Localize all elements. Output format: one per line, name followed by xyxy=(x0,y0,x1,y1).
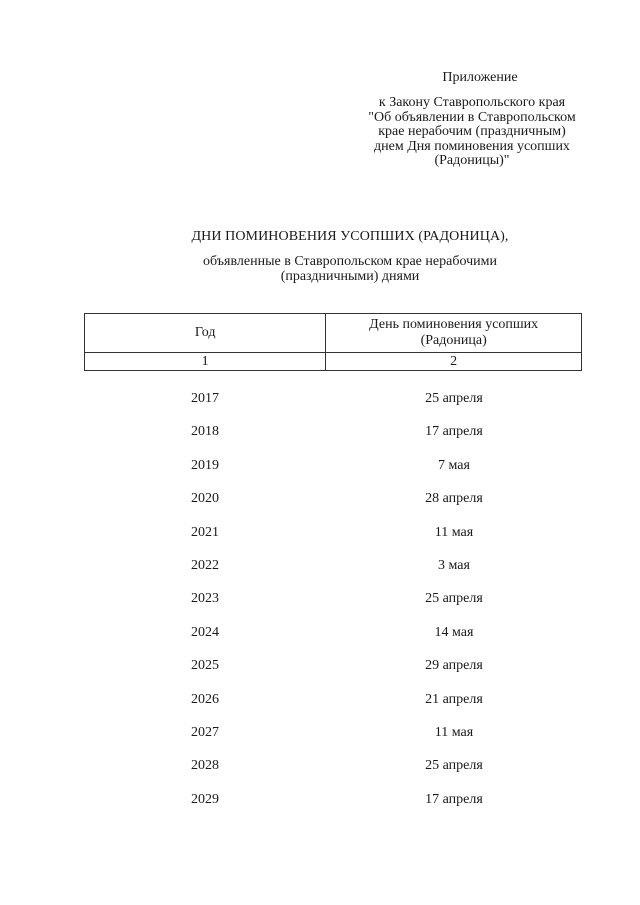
year-cell: 2025 xyxy=(191,658,219,674)
table-row xyxy=(84,724,582,757)
table-row xyxy=(84,423,582,456)
date-cell: 28 апреля xyxy=(425,491,483,507)
header-day xyxy=(326,314,582,353)
date-cell: 17 апреля xyxy=(425,791,483,807)
year-cell: 2028 xyxy=(191,758,219,774)
document-title: ДНИ ПОМИНОВЕНИЯ УСОПШИХ (РАДОНИЦА), xyxy=(191,229,509,244)
year-cell: 2020 xyxy=(191,491,219,507)
date-cell: 17 апреля xyxy=(425,424,483,440)
column-number: 2 xyxy=(326,353,582,371)
year-cell: 2026 xyxy=(191,691,219,707)
table-row xyxy=(84,757,582,790)
year-cell: 2023 xyxy=(191,591,219,607)
date-cell: 14 мая xyxy=(434,624,474,640)
date-cell: 11 мая xyxy=(434,724,474,740)
year-cell: 2018 xyxy=(191,424,219,440)
appendix-reference-line: днем Дня поминовения усопших xyxy=(374,138,570,154)
header-day-line: День поминовения усопших xyxy=(369,317,539,332)
table-row xyxy=(84,457,582,490)
year-cell: 2024 xyxy=(191,624,219,640)
table-row xyxy=(84,624,582,657)
table-row xyxy=(84,590,582,623)
subtitle-line: (праздничными) днями xyxy=(280,269,420,284)
column-number: 1 xyxy=(85,353,326,371)
appendix-reference-line: (Радоницы)" xyxy=(434,153,510,168)
table-row xyxy=(84,691,582,724)
subtitle-line: объявленные в Ставропольском крае нерабочими xyxy=(203,254,497,269)
document-subtitle xyxy=(150,254,550,284)
year-cell: 2017 xyxy=(191,391,219,406)
table-row xyxy=(84,390,582,423)
date-cell: 3 мая xyxy=(438,557,470,573)
header-year: Год xyxy=(85,314,326,353)
date-cell: 25 апреля xyxy=(425,391,483,406)
date-cell: 11 мая xyxy=(434,524,474,540)
header-day-line: (Радоница) xyxy=(420,333,487,348)
appendix-reference-line: крае нерабочим (праздничным) xyxy=(378,124,566,139)
appendix-reference-line: к Закону Ставропольского края xyxy=(378,95,566,110)
table-header-row xyxy=(85,314,582,353)
table-row xyxy=(84,557,582,590)
date-cell: 21 апреля xyxy=(425,691,483,707)
table-row xyxy=(84,791,582,824)
year-cell: 2019 xyxy=(191,457,219,473)
year-cell: 2022 xyxy=(191,557,219,573)
year-cell: 2029 xyxy=(191,791,219,807)
table-body xyxy=(84,390,582,824)
table-row xyxy=(84,490,582,523)
date-cell: 7 мая xyxy=(438,457,470,473)
table-row xyxy=(84,524,582,557)
appendix-label: Приложение xyxy=(442,70,518,85)
appendix-reference xyxy=(352,96,592,169)
table-row xyxy=(84,657,582,690)
date-cell: 25 апреля xyxy=(425,758,483,774)
table-header xyxy=(84,313,582,371)
date-cell: 29 апреля xyxy=(425,658,483,674)
appendix-reference-line: "Об объявлении в Ставропольском xyxy=(368,109,576,125)
year-cell: 2021 xyxy=(191,524,219,540)
year-cell: 2027 xyxy=(191,724,219,740)
date-cell: 25 апреля xyxy=(425,591,483,607)
column-number-row xyxy=(85,353,582,371)
